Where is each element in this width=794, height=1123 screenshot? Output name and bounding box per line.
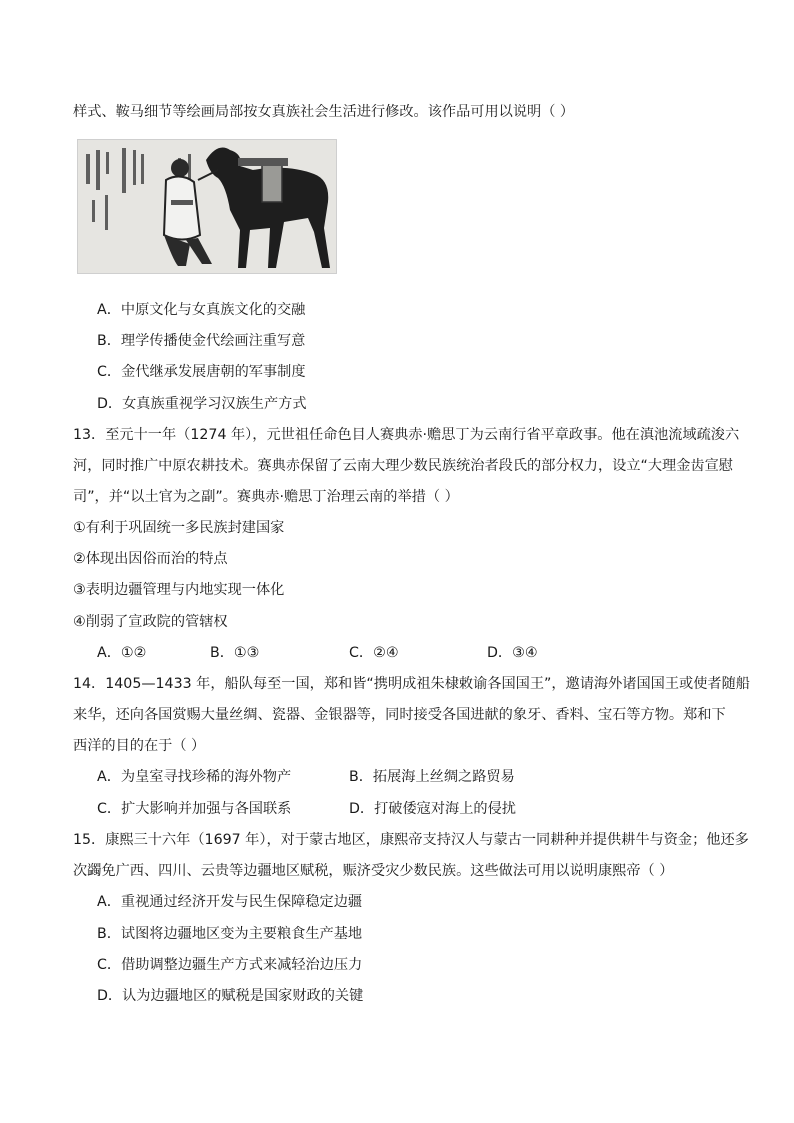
q15-stem-line-2: 次蠲免广西、四川、云贵等边疆地区赋税，赈济受灾少数民族。这些做法可用以说明康熙帝（ ）: [73, 863, 674, 879]
q12-option-c: C．金代继承发展唐朝的军事制度: [97, 364, 306, 380]
painting-image: [77, 139, 337, 274]
q13-statement-2: ②体现出因俗而治的特点: [73, 551, 228, 567]
q13-stem-line-3: 司”，并“以土官为之副”。赛典赤·赡思丁治理云南的举措（ ）: [73, 489, 459, 505]
q14-option-d: D．打破倭寇对海上的侵扰: [349, 801, 516, 817]
q15-option-c: C．借助调整边疆生产方式来减轻治边压力: [97, 957, 363, 973]
q12-option-a: A．中原文化与女真族文化的交融: [97, 302, 306, 318]
q13-statement-1: ①有利于巩固统一多民族封建国家: [73, 520, 285, 536]
q12-stem-tail: 样式、鞍马细节等绘画局部按女真族社会生活进行修改。该作品可用以说明（ ）: [73, 104, 575, 120]
q12-option-b: B．理学传播使金代绘画注重写意: [97, 333, 306, 349]
q12-option-d: D．女真族重视学习汉族生产方式: [97, 396, 307, 412]
q13-statement-4: ④削弱了宣政院的管辖权: [73, 614, 228, 630]
q14-option-c: C．扩大影响并加强与各国联系: [97, 801, 292, 817]
q15-option-a: A．重视通过经济开发与民生保障稳定边疆: [97, 894, 363, 910]
q14-option-b: B．拓展海上丝绸之路贸易: [349, 769, 515, 785]
q15-stem-line-1: 15．康熙三十六年（1697 年），对于蒙古地区，康熙帝支持汉人与蒙古一同耕种并提供耕牛与资金；他还多: [73, 832, 749, 848]
q14-stem-line-3: 西洋的目的在于（ ）: [73, 738, 206, 754]
q13-option-d: D．③④: [487, 645, 538, 661]
q14-stem-line-1: 14．1405—1433 年，船队每至一国，郑和皆“携明成祖朱棣敕谕各国国王”，邀请海外诸国国王或使者随船: [73, 676, 750, 692]
q14-stem-line-2: 来华，还向各国赏赐大量丝绸、瓷器、金银器等，同时接受各国进献的象牙、香料、宝石等方物。郑和下: [73, 707, 726, 723]
q13-stem-line-1: 13．至元十一年（1274 年），元世祖任命色目人赛典赤·赡思丁为云南行省平章政事。他在滇池流域疏浚六: [73, 427, 740, 443]
q13-stem-line-2: 河，同时推广中原农耕技术。赛典赤保留了云南大理少数民族统治者段氏的部分权力，设立“大理金齿宣慰: [73, 458, 733, 474]
q13-statement-3: ③表明边疆管理与内地实现一体化: [73, 582, 285, 598]
q14-option-a: A．为皇室寻找珍稀的海外物产: [97, 769, 292, 785]
painting-of-man-leading-horse-icon: [78, 140, 336, 273]
q13-option-c: C．②④: [349, 645, 399, 661]
q13-option-b: B．①③: [210, 645, 260, 661]
q15-option-b: B．试图将边疆地区变为主要粮食生产基地: [97, 926, 363, 942]
q15-option-d: D．认为边疆地区的赋税是国家财政的关键: [97, 988, 364, 1004]
q13-option-a: A．①②: [97, 645, 147, 661]
